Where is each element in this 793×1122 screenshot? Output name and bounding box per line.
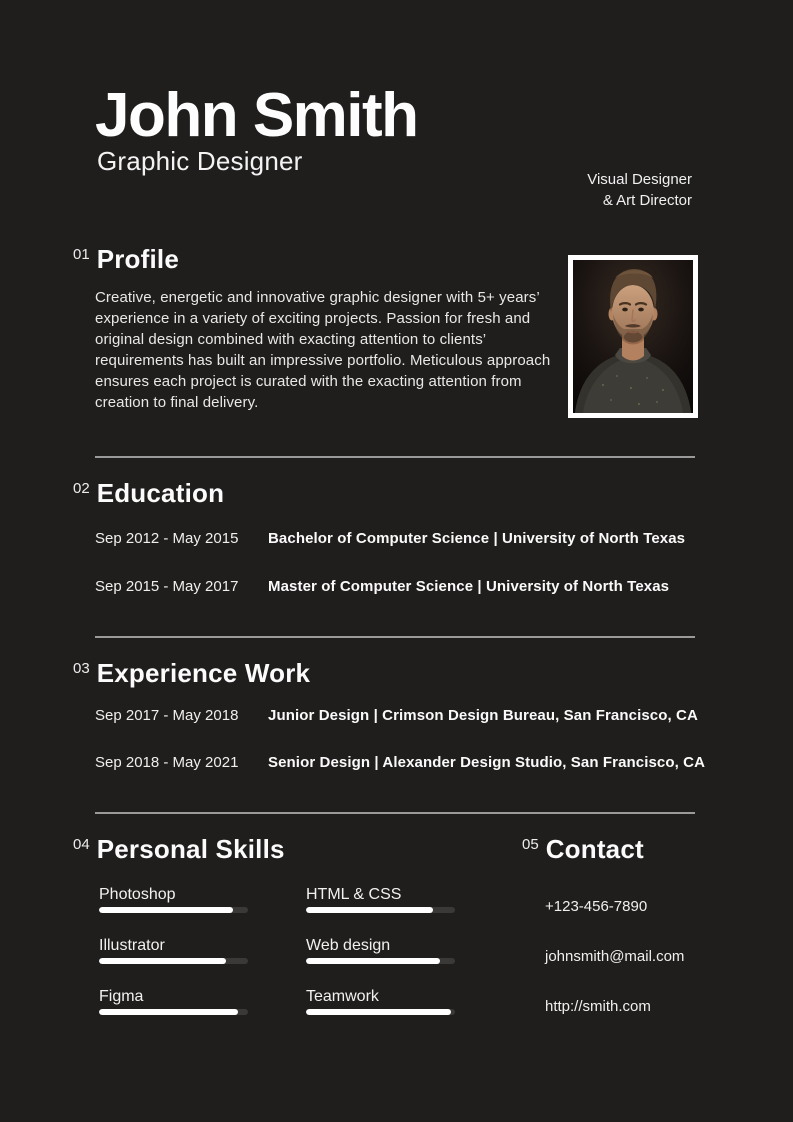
education-description: Bachelor of Computer Science | University of North Texas (268, 530, 686, 547)
education-row (95, 530, 685, 548)
skill-name: HTML & CSS (306, 886, 402, 903)
skill-name: Illustrator (99, 937, 165, 954)
education-description: Master of Computer Science | University of North Texas (268, 578, 670, 595)
skill-name: Teamwork (306, 988, 379, 1005)
skill-bar (99, 907, 248, 913)
skill-bar-fill (99, 907, 233, 913)
skill-bar-fill (306, 958, 440, 964)
skills-column-right (306, 886, 455, 1039)
contact-list (545, 898, 684, 1048)
experience-section-heading (73, 658, 310, 688)
experience-description: Senior Design | Alexander Design Studio, San Francisco, CA (268, 754, 706, 771)
portrait-illustration (573, 260, 693, 413)
divider-line (95, 456, 695, 458)
person-name: John Smith (95, 81, 418, 150)
education-section-heading (73, 478, 224, 508)
education-section-number: 02 (73, 480, 90, 497)
skill-item (306, 988, 455, 1015)
profile-section-heading (73, 244, 179, 274)
skill-bar-fill (99, 1009, 238, 1015)
contact-website: http://smith.com (545, 998, 651, 1015)
skill-bar (99, 1009, 248, 1015)
contact-section-number: 05 (522, 836, 539, 853)
skills-section-heading (73, 834, 285, 864)
skill-bar-fill (99, 958, 226, 964)
tagline-line1: Visual Designer (587, 171, 692, 188)
profile-photo (568, 255, 698, 418)
skill-bar-fill (306, 907, 433, 913)
experience-description: Junior Design | Crimson Design Bureau, San Francisco, CA (268, 707, 698, 724)
skills-column-left (99, 886, 248, 1039)
contact-email: johnsmith@mail.com (545, 948, 685, 965)
education-row (95, 578, 669, 596)
divider-line (95, 812, 695, 814)
education-dates: Sep 2015 - May 2017 (95, 578, 239, 595)
person-role: Graphic Designer (97, 146, 303, 176)
skill-name: Photoshop (99, 886, 176, 903)
skill-name: Web design (306, 937, 391, 954)
skill-item (99, 937, 248, 964)
skill-bar-fill (306, 1009, 451, 1015)
profile-text: Creative, energetic and innovative graphic designer with 5+ years’ experience in a variety of exciting projects. Passion for fresh and original design combined with exacting attention to clients’ requirements has built an impressive portfolio. Meticulous approach ensures each project is curated with the exacting attention from creation to final delivery. (95, 289, 551, 411)
experience-dates: Sep 2017 - May 2018 (95, 707, 239, 724)
skill-bar (306, 907, 455, 913)
contact-section-heading (522, 834, 644, 864)
tagline-line2: & Art Director (602, 192, 692, 209)
skills-section-title: Personal Skills (96, 834, 285, 864)
skills-section-number: 04 (73, 836, 90, 853)
profile-section-title: Profile (96, 244, 179, 274)
education-dates: Sep 2012 - May 2015 (95, 530, 239, 547)
experience-row (95, 707, 698, 725)
skill-bar (306, 1009, 455, 1015)
skill-bar (306, 958, 455, 964)
header-tagline (587, 169, 692, 211)
contact-section-title: Contact (545, 834, 644, 864)
experience-section-title: Experience Work (96, 658, 311, 688)
skill-item (306, 886, 455, 913)
education-section-title: Education (96, 478, 225, 508)
skill-name: Figma (99, 988, 144, 1005)
contact-phone: +123-456-7890 (545, 898, 648, 915)
experience-section-number: 03 (73, 660, 90, 677)
skill-item (99, 988, 248, 1015)
divider-line (95, 636, 695, 638)
experience-row (95, 754, 705, 772)
skill-item (99, 886, 248, 913)
experience-dates: Sep 2018 - May 2021 (95, 754, 239, 771)
profile-section-number: 01 (73, 246, 90, 263)
skill-item (306, 937, 455, 964)
skill-bar (99, 958, 248, 964)
